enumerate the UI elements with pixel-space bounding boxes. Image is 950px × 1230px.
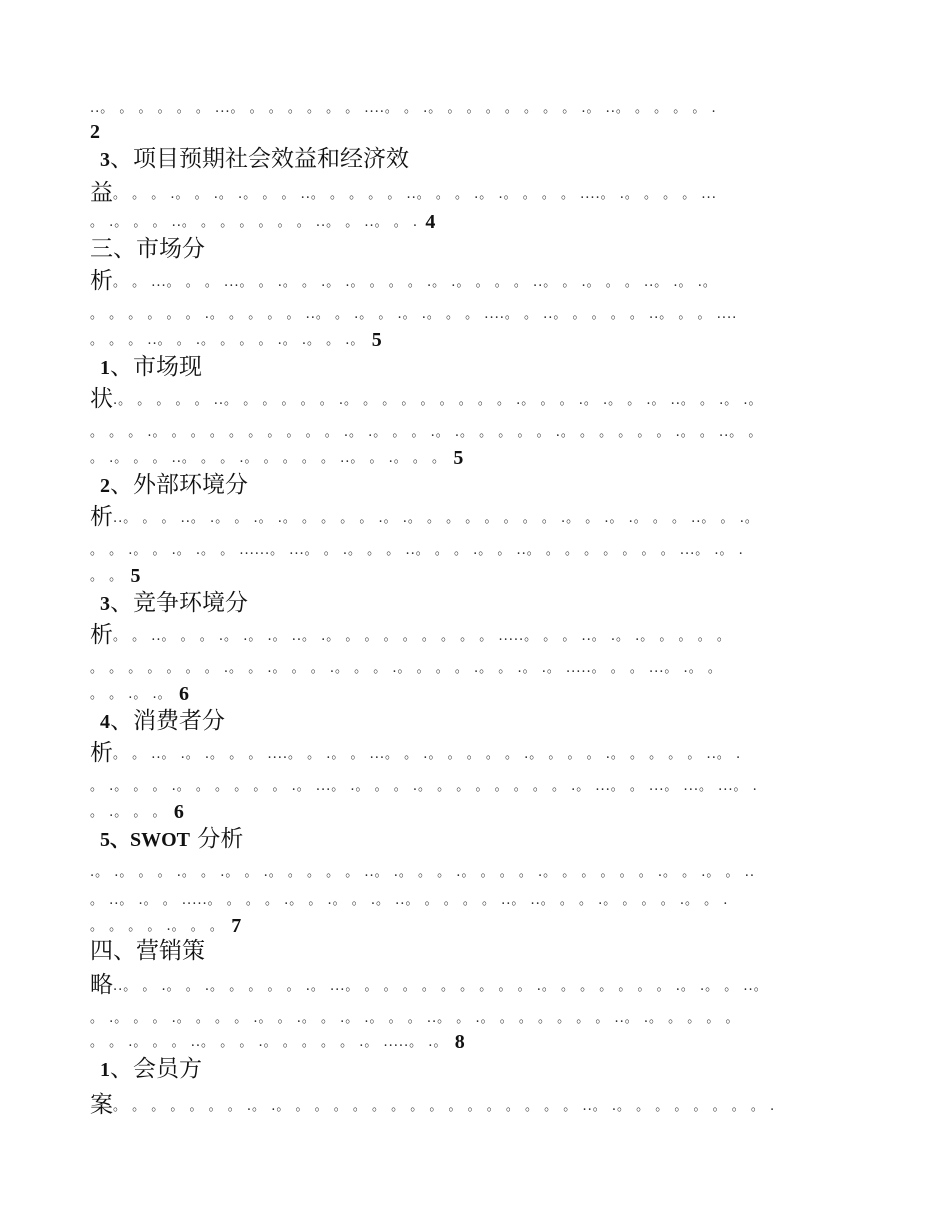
toc-leader-line: ..。 。 。 。 。 。 ...。 。 。 。 。 。 。 ....。 。 .。 。 。 。 。 。 。 。 .。 ..。 。 。 。 。 . [90, 101, 717, 116]
toc-entry-title[interactable]: 3、项目预期社会效益和经济效 [100, 146, 409, 172]
toc-entry-leaders: 析。 。 ...。 。 。 ...。 。 .。 。 .。 .。 。 。 。 .。 .。 。 。 。 ..。 。 .。 。 。 ..。 .。 .。 [90, 268, 717, 294]
toc-entry-leaders: 益。 。 。 .。 。 .。 .。 。 。 ..。 。 。 。 。 ..。 。 。 .。 .。 。 。 。 ....。 .。 。 。 。 ... [90, 180, 717, 206]
toc-entry-leaders: 。 .。 。 。 ..。 。 。 。 。 。 。 ..。 。 ..。 。 . 4 [90, 211, 436, 233]
toc-entry-title[interactable]: 4、消费者分 [100, 708, 225, 734]
toc-entry-title[interactable]: 3、竞争环境分 [100, 590, 248, 616]
toc-entry-leaders: 析。 。 ..。 。 。 .。 .。 .。 ..。 .。 。 。 。 。 。 。 。 。 .....。 。 。 ..。 .。 .。 。 。 。 。 [90, 622, 731, 648]
toc-page-number: 2 [90, 121, 100, 143]
toc-entry-leaders: 略..。 。 .。 。 .。 。 。 。 。 .。 ...。 。 。 。 。 。 。 。 。 。 .。 。 。 。 。 。 。 .。 .。 。 ..。 [90, 972, 768, 998]
toc-entry-leaders: 。 。 。 .。 。 。 。 。 。 。 。 。 。 .。 .。 。 。 .。 .。 。 。 。 。 .。 。 。 。 。 。 .。 。 ..。 。 [90, 425, 763, 440]
toc-page-number: 5 [371, 329, 382, 351]
toc-entry-leaders: 。 。 。 。 .。 。 。 7 [90, 915, 242, 937]
toc-entry-leaders: 。 。 。 。 。 。 。 .。 。 .。 。 。 .。 。 。 .。 。 。 。 .。 。 .。 .。 .....。 。 。 ...。 .。 。 [90, 661, 722, 676]
toc-entry-leaders: 。 。 .。 。 。 ..。 。 。 .。 。 。 。 。 .。 .....。 .。 8 [90, 1031, 465, 1053]
toc-entry-leaders: 案。 。 。 。 。 。 。 .。 .。 。 。 。 。 。 。 。 。 。 。 。 。 。 。 。 ..。 .。 。 。 。 。 。 。 。 . [90, 1092, 776, 1118]
toc-entry-leaders: 。 ..。 .。 。 .....。 。 。 。 .。 。 .。 。 .。 ..。 。 。 。 。 ..。 ..。 。 。 .。 。 。 。 .。 。 . [90, 893, 729, 908]
toc-entry-leaders: 。 。 。 ..。 。 .。 。 。 。 .。 .。 。 .。 5 [90, 329, 382, 351]
toc-entry-title[interactable]: 2、外部环境分 [100, 472, 248, 498]
toc-entry-leaders: 。 。 .。 。 .。 .。 。 ......。 ...。 。 .。 。 。 ..。 。 。 .。 。 ..。 。 。 。 。 。 。 。 ...。 .。 . [90, 543, 744, 558]
toc-entry-leaders: .。 .。 。 。 .。 。 .。 。 .。 。 。 。 。 ..。 .。 。 。 .。 。 。 。 .。 。 。 。 。 。 .。 。 .。 。 .. [90, 865, 755, 880]
toc-entry-leaders: 析。 。 ..。 .。 .。 。 。 ....。 。 .。 。 ...。 。 .。 。 。 。 。 .。 。 。 。 .。 。 。 。 。 ..。 . [90, 740, 742, 766]
toc-entry-title[interactable]: 三、市场分 [90, 236, 205, 262]
toc-entry-title[interactable]: 5、SWOT 分析 [100, 826, 244, 852]
toc-entry-leaders: 。 .。 。 。 .。 。 。 。 .。 。 .。 。 .。 .。 。 。 ..。 。 .。 。 。 。 。 。 。 ..。 .。 。 。 。 。 [90, 1011, 740, 1026]
toc-page-number: 6 [173, 801, 184, 823]
toc-entry-title[interactable]: 1、市场现 [100, 354, 202, 380]
toc-entry-title[interactable]: 1、会员方 [100, 1056, 202, 1082]
toc-entry-leaders: 析..。 。 。 ..。 .。 。 .。 .。 。 。 。 。 .。 .。 。 。 。 。 。 。 。 .。 。 .。 .。 。 。 ..。 。 .。 [90, 504, 759, 530]
toc-page-number: 6 [178, 683, 189, 705]
toc-entry-leaders: 。 。 5 [90, 565, 141, 587]
toc-page-number: 5 [453, 447, 464, 469]
toc-entry-leaders: 状.。 。 。 。 。 ..。 。 。 。 。 。 .。 。 。 。 。 。 。 。 。 .。 。 。 .。 .。 。 .。 ..。 。 .。 .。 [90, 386, 763, 412]
toc-entry-leaders: 。 。 。 。 。 。 .。 。 。 。 。 ..。 。 .。 。 .。 .。 。 。 ....。 。 ..。 。 。 。 。 ..。 。 。 .... [90, 307, 738, 322]
toc-entry-leaders: 。 .。 。 。 ..。 。 。 .。 。 。 。 。 ..。 。 .。 。 。 5 [90, 447, 464, 469]
toc-entry-leaders: 。 .。 。 。 6 [90, 801, 184, 823]
toc-entry-title[interactable]: 四、营销策 [90, 938, 205, 964]
toc-page-number: 5 [130, 565, 141, 587]
toc-entry-leaders: 。 .。 。 。 .。 。 。 。 。 。 .。 ...。 .。 。 。 .。 。 。 。 。 。 。 。 .。 ...。 。 ...。 ...。 ...。 . [90, 779, 758, 794]
toc-entry-leaders: 。 。 .。 .。 6 [90, 683, 189, 705]
toc-page-number: 4 [425, 211, 436, 233]
toc-page-number: 8 [454, 1031, 465, 1053]
toc-page-number: 7 [231, 915, 242, 937]
